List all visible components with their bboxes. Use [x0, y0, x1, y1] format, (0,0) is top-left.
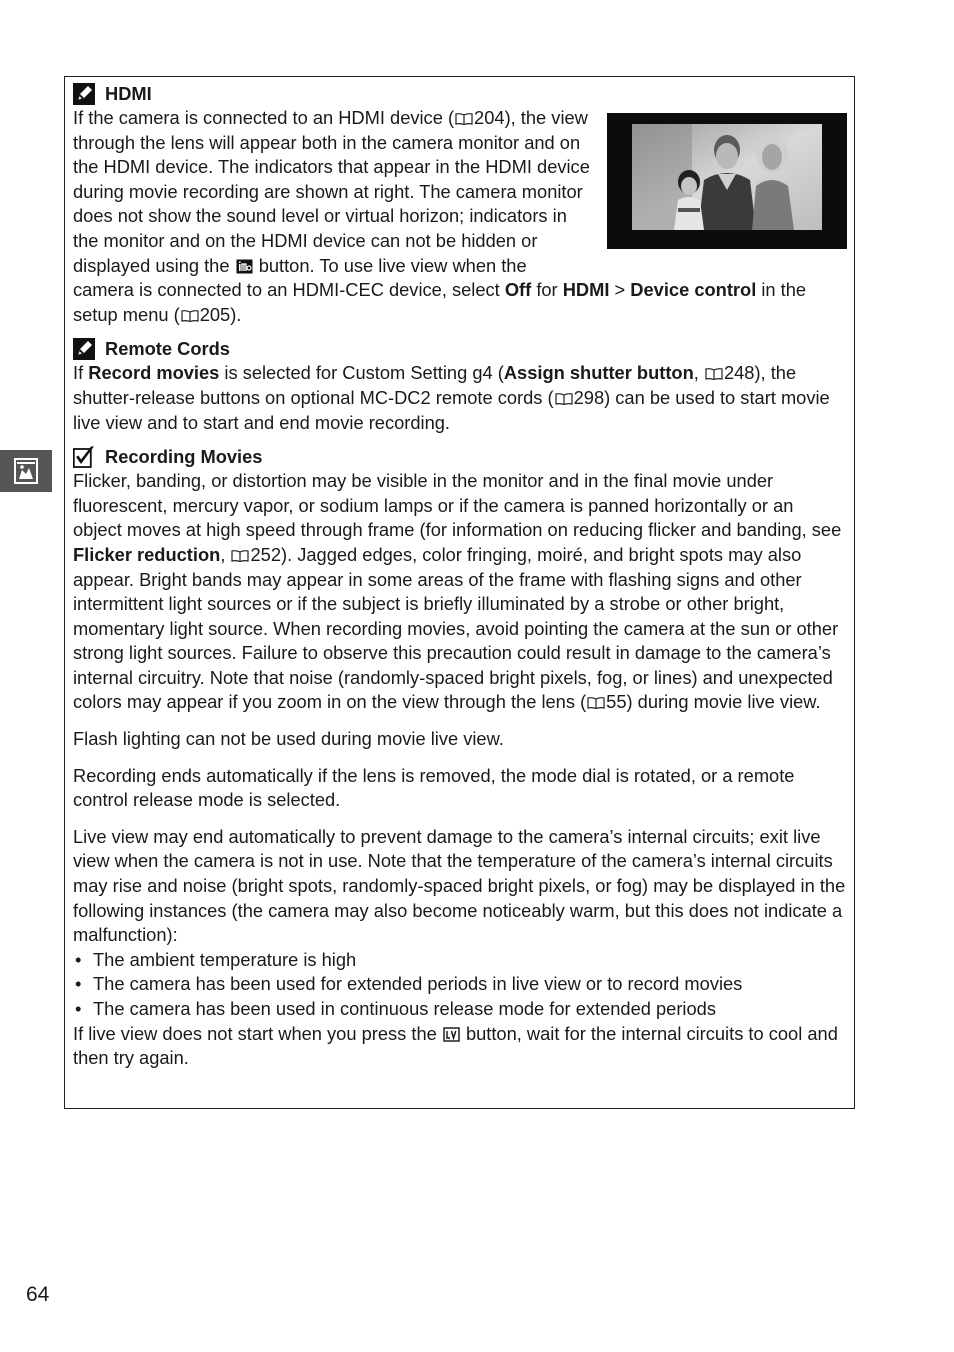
- book-icon: [587, 697, 605, 709]
- remote-note-title: Remote Cords: [105, 338, 230, 360]
- remote-text-3: ,: [693, 362, 704, 384]
- recording-note-title: Recording Movies: [105, 446, 263, 468]
- live-view-button-icon: [443, 1027, 460, 1042]
- page-ref: 205: [199, 303, 231, 325]
- recording-text-1: Flicker, banding, or distortion may be visible in the monitor and in the final movie under fluorescent, mercury vapor, or sodium lamps or if the camera is panned horizontally or an object moves at high speed through frame (for information on reducing flicker and banding, see: [73, 470, 842, 541]
- recording-bold-flicker-reduction: Flicker reduction: [73, 543, 221, 565]
- recording-text-3: ). Jagged edges, color fringing, moiré, and bright spots may also appear. Bright bands may appear in some areas of the frame with flashing signs and other intermittent light sources or if the subject is briefly illuminated by a strobe or other bright, momentary light source. When recording movies, avoid pointing the camera at the sun or other strong light sources. Failure to observe this precaution could result in damage to the camera’s internal circuitry. Note that noise (randomly-spaced bright pixels, fog, or lines) and unexpected colors may appear if you zoom in on the view through the lens (: [73, 543, 839, 713]
- page-ref: 248: [723, 362, 755, 384]
- book-icon: [705, 368, 723, 380]
- remote-bold-assign-shutter: Assign shutter button: [503, 362, 694, 384]
- hdmi-text-6: in the setup menu (: [73, 279, 807, 325]
- recording-text-4: ) during movie live view.: [626, 691, 821, 713]
- book-icon: [555, 393, 573, 405]
- page-ref: 252: [250, 543, 281, 565]
- list-item: • The camera has been used for extended periods in live view or to record movies: [73, 972, 847, 997]
- hdmi-display-photo: [607, 113, 847, 249]
- recording-paragraph-4: Live view may end automatically to prevent damage to the camera’s internal circuits; exit live view when the camera is not in use. Note that the temperature of the camera’s internal circuits may rise and noise (bright spots, randomly-spaced bright pixels, or fog) may be displayed in the following instances (the camera may also become noticeably warm, but this does not indicate a malfunction):: [73, 825, 846, 946]
- temperature-bullet-list: [73, 948, 847, 1022]
- info-button-icon: [236, 259, 253, 274]
- book-icon: [231, 550, 249, 562]
- hdmi-text-5: >: [609, 279, 631, 301]
- recording-movies-caution: [73, 445, 847, 1071]
- remote-text-2: is selected for Custom Setting g4 (: [219, 362, 504, 384]
- hdmi-note-heading: [73, 82, 847, 106]
- remote-note-text: [73, 361, 847, 435]
- remote-bold-record-movies: Record movies: [88, 362, 220, 384]
- page-content: [73, 80, 847, 1081]
- recording-text-2: ,: [220, 543, 231, 565]
- remote-cords-note: [73, 337, 847, 435]
- recording-paragraph-2: Flash lighting can not be used during movie live view.: [73, 728, 504, 750]
- page-ref: 204: [474, 107, 505, 128]
- page-ref: 298: [573, 386, 605, 408]
- remote-text-4: ), the shutter-release buttons on optional MC-DC2 remote cords (: [73, 362, 797, 408]
- hdmi-text-1: If the camera is connected to an HDMI device (: [73, 107, 455, 128]
- hdmi-bold-device-control: Device control: [630, 279, 757, 301]
- page-ref: 55: [606, 691, 627, 713]
- book-icon: [455, 113, 473, 125]
- check-caution-icon: [73, 446, 95, 468]
- hdmi-text-3: button. To use live view when the camera is connected to an HDMI-CEC device, select: [73, 254, 527, 301]
- hdmi-bold-hdmi: HDMI: [562, 279, 610, 301]
- recording-note-heading: [73, 445, 847, 469]
- hdmi-text-7: ).: [230, 303, 242, 325]
- hdmi-text-2: ), the view through the lens will appear both in the camera monitor and on the HDMI device. The indicators that appear in the HDMI device during movie recording are shown at right. The camera monitor does not show the sound level or virtual horizon; indicators in the monitor and on the HDMI device can not be hidden or displayed using the: [73, 107, 590, 276]
- recording-text-6: button, wait for the internal circuits to cool and then try again.: [73, 1022, 838, 1069]
- remote-text-5: ) can be used to start movie live view and to start and end movie recording.: [73, 386, 830, 433]
- list-item: • The camera has been used in continuous release mode for extended periods: [73, 997, 847, 1022]
- hdmi-bold-off: Off: [504, 279, 532, 301]
- recording-paragraph-3: Recording ends automatically if the lens is removed, the mode dial is rotated, or a remote control release mode is selected.: [73, 764, 795, 811]
- book-icon: [181, 310, 199, 322]
- remote-note-heading: [73, 337, 847, 361]
- recording-text-5: If live view does not start when you press the: [73, 1022, 442, 1044]
- hdmi-note: [73, 82, 847, 327]
- pencil-note-icon: [73, 338, 95, 360]
- pencil-note-icon: [73, 83, 95, 105]
- page-number: 64: [26, 1283, 50, 1306]
- remote-text-1: If: [73, 362, 89, 384]
- recording-paragraph-1: [73, 469, 847, 715]
- movie-icon: [14, 458, 38, 484]
- list-item: • The ambient temperature is high: [73, 948, 847, 973]
- section-tab: [0, 450, 52, 492]
- recording-paragraph-5: [73, 1022, 847, 1071]
- hdmi-text-4: for: [531, 279, 563, 301]
- hdmi-note-title: HDMI: [105, 83, 152, 104]
